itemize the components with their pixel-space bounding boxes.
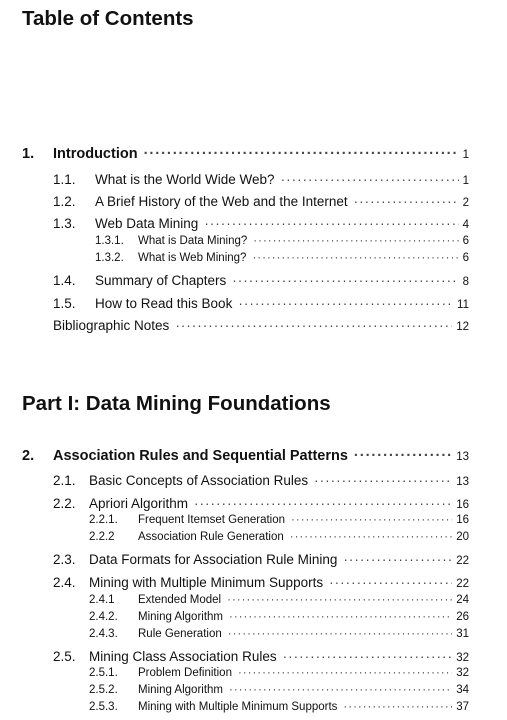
toc-entry-2-2-2[interactable] bbox=[89, 531, 469, 543]
entry-number: 1.4. bbox=[53, 273, 76, 288]
toc-entry-chapter-2[interactable] bbox=[22, 448, 469, 464]
toc-entry-1-4[interactable] bbox=[53, 273, 469, 288]
entry-page: 32 bbox=[456, 667, 469, 679]
entry-number: 2.4.2. bbox=[89, 611, 118, 623]
dot-leader bbox=[354, 194, 459, 209]
entry-title: Mining Algorithm bbox=[138, 684, 224, 696]
part-heading: Part I: Data Mining Foundations bbox=[22, 392, 331, 415]
entry-title: Mining with Multiple Minimum Supports bbox=[89, 575, 324, 590]
entry-title: Extended Model bbox=[138, 594, 222, 606]
toc-entry-2-5-1[interactable] bbox=[89, 667, 469, 679]
entry-page: 24 bbox=[456, 594, 469, 606]
entry-number: 2.5. bbox=[53, 649, 76, 664]
dot-leader bbox=[329, 575, 452, 590]
dot-leader bbox=[252, 252, 458, 264]
toc-entry-1-5[interactable] bbox=[53, 296, 469, 311]
entry-number: 2.5.2. bbox=[89, 684, 118, 696]
dot-leader bbox=[228, 628, 452, 640]
dot-leader bbox=[343, 701, 452, 713]
dot-leader bbox=[238, 296, 453, 311]
entry-page: 16 bbox=[456, 514, 469, 526]
entry-number: 2.2. bbox=[53, 496, 76, 511]
entry-number: 2.4.3. bbox=[89, 628, 118, 640]
entry-title: Frequent Itemset Generation bbox=[138, 514, 286, 526]
entry-number: 2.2.2 bbox=[89, 531, 115, 543]
entry-title: A Brief History of the Web and the Internet bbox=[95, 194, 348, 209]
entry-number: 2. bbox=[22, 448, 35, 464]
dot-leader bbox=[283, 649, 453, 664]
entry-page: 1 bbox=[462, 149, 469, 161]
entry-page: 34 bbox=[456, 684, 469, 696]
toc-entry-1-2[interactable] bbox=[53, 194, 469, 209]
entry-title: Problem Definition bbox=[138, 667, 232, 679]
dot-leader bbox=[314, 473, 452, 488]
entry-page: 4 bbox=[462, 219, 469, 231]
entry-page: 26 bbox=[456, 611, 469, 623]
toc-entry-2-3[interactable] bbox=[53, 552, 469, 567]
entry-page: 11 bbox=[457, 299, 469, 311]
entry-page: 32 bbox=[456, 652, 469, 664]
entry-page: 2 bbox=[462, 197, 469, 209]
entry-page: 8 bbox=[462, 276, 469, 288]
entry-page: 20 bbox=[456, 531, 469, 543]
entry-page: 22 bbox=[456, 555, 469, 567]
entry-page: 22 bbox=[456, 578, 469, 590]
toc-entry-2-2-1[interactable] bbox=[89, 514, 469, 526]
toc-entry-2-5-3[interactable] bbox=[89, 701, 469, 713]
toc-entry-2-5-2[interactable] bbox=[89, 684, 469, 696]
dot-leader bbox=[229, 684, 452, 696]
dot-leader bbox=[194, 496, 452, 511]
entry-title: Association Rule Generation bbox=[138, 531, 284, 543]
entry-number: 2.4. bbox=[53, 575, 76, 590]
entry-title: Introduction bbox=[53, 146, 138, 162]
dot-leader bbox=[144, 146, 459, 162]
entry-page: 37 bbox=[456, 701, 469, 713]
dot-leader bbox=[238, 667, 452, 679]
entry-number: 1.3.1. bbox=[95, 235, 124, 247]
entry-number: 1.3. bbox=[53, 216, 76, 231]
toc-entry-2-4-2[interactable] bbox=[89, 611, 469, 623]
entry-title: What is Data Mining? bbox=[138, 235, 248, 247]
entry-title: How to Read this Book bbox=[95, 296, 233, 311]
entry-number: 2.5.3. bbox=[89, 701, 118, 713]
dot-leader bbox=[290, 531, 452, 543]
toc-entry-1-3-2[interactable] bbox=[95, 252, 469, 264]
entry-title: Mining Algorithm bbox=[138, 611, 224, 623]
entry-number: 2.4.1 bbox=[89, 594, 115, 606]
toc-entry-2-2[interactable] bbox=[53, 496, 469, 511]
dot-leader bbox=[175, 318, 452, 333]
toc-entry-1-1[interactable] bbox=[53, 172, 469, 187]
entry-number: 2.3. bbox=[53, 552, 76, 567]
dot-leader bbox=[343, 552, 452, 567]
entry-title: What is Web Mining? bbox=[138, 252, 247, 264]
dot-leader bbox=[227, 594, 452, 606]
entry-title: Web Data Mining bbox=[95, 216, 199, 231]
entry-title: Association Rules and Sequential Patterns bbox=[53, 448, 348, 464]
toc-entry-2-4-3[interactable] bbox=[89, 628, 469, 640]
toc-title: Table of Contents bbox=[22, 7, 194, 30]
dot-leader bbox=[354, 448, 452, 464]
entry-title: What is the World Wide Web? bbox=[95, 172, 275, 187]
toc-entry-1-3-1[interactable] bbox=[95, 235, 469, 247]
entry-title: Summary of Chapters bbox=[95, 273, 227, 288]
toc-entry-2-1[interactable] bbox=[53, 473, 469, 488]
entry-number: 2.2.1. bbox=[89, 514, 118, 526]
entry-page: 1 bbox=[462, 175, 469, 187]
dot-leader bbox=[253, 235, 458, 247]
entry-page: 6 bbox=[462, 252, 469, 264]
toc-entry-2-4-1[interactable] bbox=[89, 594, 469, 606]
toc-entry-bibliographic-notes[interactable] bbox=[53, 318, 469, 333]
dot-leader bbox=[291, 514, 452, 526]
entry-title: Apriori Algorithm bbox=[89, 496, 189, 511]
entry-title: Mining with Multiple Minimum Supports bbox=[138, 701, 338, 713]
entry-number: 1.1. bbox=[53, 172, 76, 187]
toc-entry-chapter-1[interactable] bbox=[22, 146, 469, 162]
entry-title: Basic Concepts of Association Rules bbox=[89, 473, 309, 488]
dot-leader bbox=[281, 172, 459, 187]
toc-entry-1-3[interactable] bbox=[53, 216, 469, 231]
entry-number: 1.3.2. bbox=[95, 252, 124, 264]
toc-entry-2-5[interactable] bbox=[53, 649, 469, 664]
entry-page: 6 bbox=[462, 235, 469, 247]
entry-number: 2.1. bbox=[53, 473, 76, 488]
entry-title: Bibliographic Notes bbox=[53, 318, 170, 333]
entry-page: 13 bbox=[456, 451, 469, 463]
entry-title: Data Formats for Association Rule Mining bbox=[89, 552, 338, 567]
entry-page: 13 bbox=[456, 476, 469, 488]
dot-leader bbox=[204, 216, 458, 231]
entry-number: 1.2. bbox=[53, 194, 76, 209]
dot-leader bbox=[229, 611, 452, 623]
toc-entry-2-4[interactable] bbox=[53, 575, 469, 590]
entry-page: 16 bbox=[456, 499, 469, 511]
entry-number: 1.5. bbox=[53, 296, 76, 311]
entry-page: 12 bbox=[456, 321, 469, 333]
entry-title: Mining Class Association Rules bbox=[89, 649, 277, 664]
entry-number: 1. bbox=[22, 146, 35, 162]
entry-title: Rule Generation bbox=[138, 628, 222, 640]
entry-number: 2.5.1. bbox=[89, 667, 118, 679]
dot-leader bbox=[232, 273, 458, 288]
entry-page: 31 bbox=[456, 628, 469, 640]
